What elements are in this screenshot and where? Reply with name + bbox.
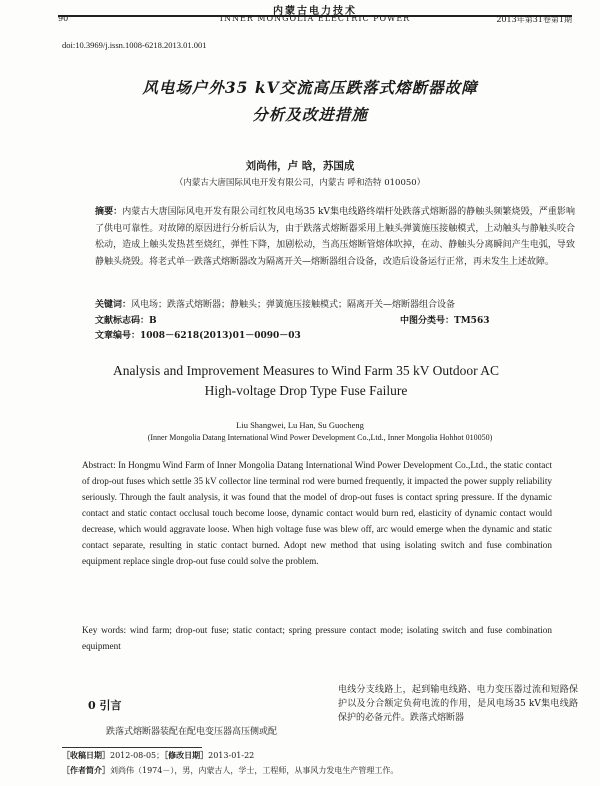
author-bio-label: ［作者简介］ bbox=[62, 765, 110, 775]
doc-code-label: 文献标志码： bbox=[95, 316, 150, 326]
authors-en: Liu Shangwei, Lu Han, Su Guocheng bbox=[236, 420, 364, 430]
title-en-line2: High-voltage Drop Type Fuse Failure bbox=[204, 383, 408, 398]
abstract-cn-label: 摘要： bbox=[95, 207, 123, 217]
author-bio: 刘尚伟（1974－），男，内蒙古人，学士，工程师，从事风力发电生产管理工作。 bbox=[110, 766, 399, 775]
meta-row-2 bbox=[95, 328, 575, 341]
class-code-label: 中图分类号： bbox=[400, 316, 455, 326]
title-cn-line2: 分析及改进措施 bbox=[252, 105, 368, 124]
received-date: 2012-08-05； bbox=[110, 751, 165, 760]
abstract-cn bbox=[95, 204, 575, 270]
abstract-en bbox=[82, 457, 552, 569]
revised-date: 2013-01-22 bbox=[208, 751, 255, 760]
page-header bbox=[58, 0, 572, 26]
affiliation-en: (Inner Mongolia Datang International Wind Power Development Co.,Ltd., Inner Mongolia Hohhot 010050) bbox=[147, 433, 493, 442]
issue-info: 2013年第31卷第1期 bbox=[496, 15, 572, 24]
received-label: ［收稿日期］ bbox=[62, 750, 110, 760]
journal-name-cn: 内蒙古电力技术 bbox=[273, 6, 357, 17]
keywords-en-text: wind farm; drop-out fuse; static contact; spring pressure contact mode; isolating switch and fuse combination equipment bbox=[82, 625, 552, 651]
keywords-en bbox=[82, 622, 552, 654]
section-heading: 0 引言 bbox=[88, 699, 122, 712]
keywords-cn-text: 风电场；跌落式熔断器；静触头；弹簧施压接触模式；隔离开关—熔断器组合设备 bbox=[131, 300, 456, 310]
doi: doi:10.3969/j.issn.1008-6218.2013.01.001 bbox=[62, 40, 207, 50]
journal-name-en: INNER MONGOLIA ELECTRIC POWER bbox=[219, 14, 411, 23]
body-left-column: 跌落式熔断器装配在配电变压器高压侧或配 bbox=[106, 727, 278, 737]
title-en-line1: Analysis and Improvement Measures to Wind Farm 35 kV Outdoor AC bbox=[113, 363, 499, 378]
revised-label: ［修改日期］ bbox=[164, 750, 209, 760]
abstract-en-label: Abstract: bbox=[82, 460, 116, 470]
footnote-author bbox=[62, 765, 398, 776]
class-code-wrap bbox=[400, 313, 489, 326]
abstract-cn-text: 内蒙古大唐国际风电开发有限公司红牧风电场35 kV集电线路终端杆处跌落式熔断器的静触头频繁烧毁，严重影响了供电可靠性。对故障的原因进行分析后认为，由于跌落式熔断器采用上触头弹簧施压接触模式，上动触头与静触头咬合松动，造成上触头发热甚至烧红，弹性下降，加剧松动，当高压熔断管熔体吹掉，在动、静触头分离瞬间产生电弧，导致静触头烧毁。将老式单一跌落式熔断器改为隔离开关—熔断器组合设备，改造后设备运行正常，再未发生上述故障。 bbox=[95, 207, 575, 267]
keywords-cn-label: 关键词： bbox=[95, 300, 132, 310]
affiliation-cn: （内蒙古大唐国际风电开发有限公司，内蒙古 呼和浩特 010050） bbox=[174, 178, 426, 188]
page-number: 90 bbox=[58, 14, 69, 23]
footnote-dates bbox=[62, 750, 254, 761]
article-no: 1008－6218(2013)01－0090－03 bbox=[140, 331, 301, 341]
authors-cn: 刘尚伟，卢 晗，苏国成 bbox=[245, 160, 355, 172]
keywords-en-label: Key words: bbox=[82, 625, 127, 635]
title-cn-line1: 风电场户外35 kV交流高压跌落式熔断器故障 bbox=[142, 78, 478, 97]
doc-code: B bbox=[149, 316, 157, 326]
keywords-cn bbox=[95, 298, 575, 312]
body-right-column: 电线分支线路上，起到输电线路、电力变压器过流和短路保护以及分合额定负荷电流的作用，是风电场35 kV集电线路保护的必备元件。跌落式熔断器 bbox=[338, 685, 578, 723]
meta-row-1 bbox=[95, 313, 575, 326]
header-row bbox=[58, 14, 572, 24]
class-code: TM563 bbox=[454, 316, 490, 326]
article-no-label: 文章编号： bbox=[95, 331, 141, 341]
footnote-divider bbox=[62, 747, 202, 748]
abstract-en-text: In Hongmu Wind Farm of Inner Mongolia Datang International Wind Power Development Co.,Ltd., the static contact of drop-out fuses which settle 35 kV collector line terminal rod were burned frequently, it impacted the power supply reliability seriously. Through the fault analysis, it was found that the model of drop-out fuses is contact spring pressure. If the dynamic contact and static contact occlusal touch become loose, dynamic contact would burn red, elasticity of dynamic contact would decrease, which would aggravate loose. When high voltage fuse was blew off, arc would emerge when the dynamic and static contact separate, resulting in static contact burned. Adopt new method that using isolating switch and fuse combination equipment replace single drop-out fuse could solve the problem. bbox=[82, 460, 552, 566]
